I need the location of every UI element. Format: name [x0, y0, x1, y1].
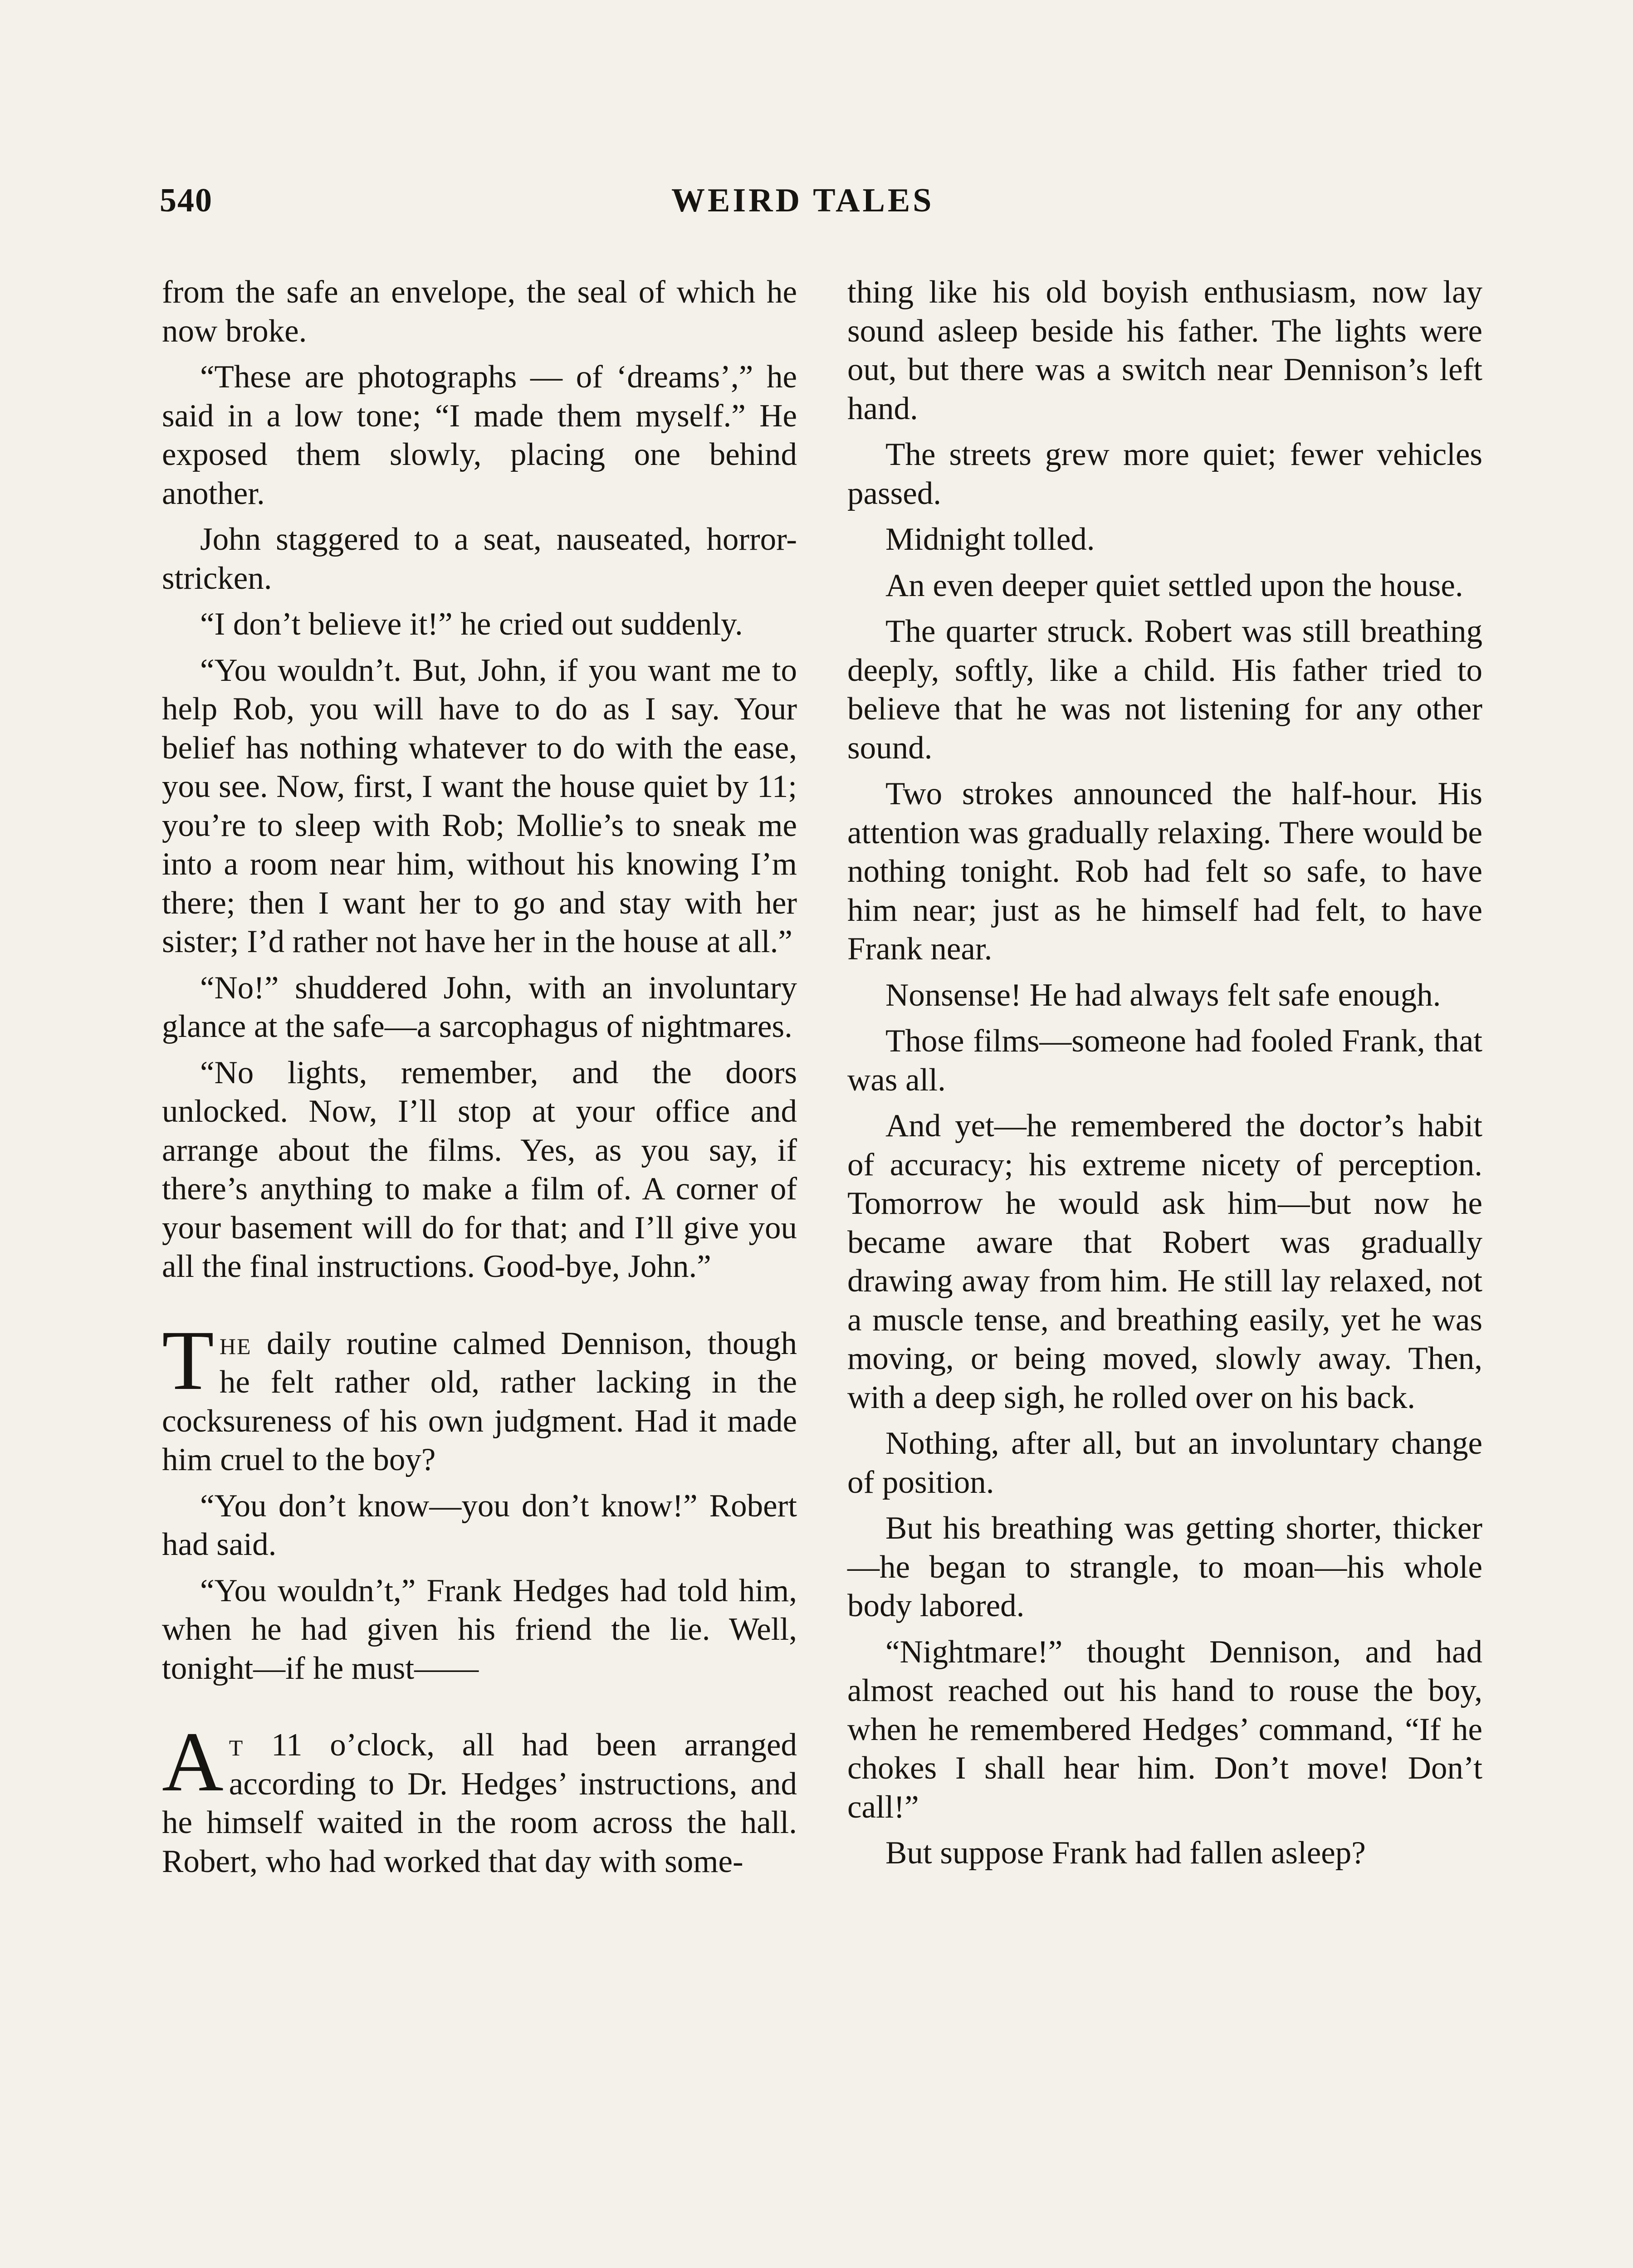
paragraph: But his breathing was getting shorter, thicker—he began to strangle, to moan—his whole body labored. [847, 1510, 1482, 1623]
page-number: 540 [160, 182, 213, 219]
section-text: 11 o’clock, all had been arranged according to Dr. Hedges’ instructions, and he himself waited in the room across the hall. Robert, who had worked that day with some- [162, 1727, 797, 1879]
paragraph: Two strokes announced the half-hour. His attention was gradually relaxing. There would be nothing tonight. Rob had felt so safe, to have him near; just as he himself had felt, to have Frank near. [847, 776, 1482, 967]
section-opening-paragraph [162, 1312, 797, 1480]
paragraph: “You wouldn’t. But, John, if you want me to help Rob, you will have to do as I say. Your belief has nothing whatever to do with the ease, you see. Now, first, I want the house quiet by 11; you’re to sleep with Rob; Mollie’s to sneak me into a room near him, without his knowing I’m there; then I want her to go and stay with her sister; I’d rather not have her in the house at all.” [162, 652, 797, 959]
paragraph: The streets grew more quiet; fewer vehicles passed. [847, 437, 1482, 511]
right-column [847, 273, 1482, 1880]
paragraph: “No!” shuddered John, with an involuntary glance at the safe—a sarcophagus of nightmares. [162, 970, 797, 1044]
paragraph: Those films—someone had fooled Frank, that was all. [847, 1023, 1482, 1098]
paragraph: “You wouldn’t,” Frank Hedges had told him, when he had given his friend the lie. Well, tonight—if he must—— [162, 1573, 797, 1686]
paragraph: The quarter struck. Robert was still breathing deeply, softly, like a child. His father tried to believe that he was not listening for any other sound. [847, 614, 1482, 766]
paragraph: And yet—he remembered the doctor’s habit of accuracy; his extreme nicety of perception. Tomorrow he would ask him—but now he became aware that Robert was gradually drawing away from him. He still lay relaxed, not a muscle tense, and breathing easily, yet he was moving, or being moved, slowly away. Then, with a deep sigh, he rolled over on his back. [847, 1108, 1482, 1415]
paragraph: An even deeper quiet settled upon the house. [885, 567, 1463, 603]
paragraph: John staggered to a seat, nauseated, horror-stricken. [162, 522, 797, 596]
paragraph: But suppose Frank had fallen asleep? [885, 1835, 1366, 1871]
left-column [162, 273, 797, 1888]
small-caps-lead: t [229, 1727, 244, 1763]
paragraph: “Nightmare!” thought Dennison, and had almost reached out his hand to rouse the boy, when he remembered Hedges’ command, “If he chokes I shall hear him. Don’t move! Don’t call!” [847, 1634, 1482, 1825]
paragraph: “No lights, remember, and the doors unlocked. Now, I’ll stop at your office and arrange about the films. Yes, as you say, if there’s anything to make a film of. A corner of your basement will do for that; and I’ll give you all the final instructions. Good-bye, John.” [162, 1055, 797, 1284]
section-opening-paragraph [162, 1714, 797, 1881]
paragraph: thing like his old boyish enthusiasm, now lay sound asleep beside his father. The lights were out, but there was a switch near Dennison’s left hand. [847, 274, 1482, 426]
paragraph: Nonsense! He had always felt safe enough. [885, 977, 1441, 1013]
drop-cap: T [162, 1312, 214, 1408]
small-caps-lead: he [219, 1325, 252, 1361]
paragraph: “You don’t know—you don’t know!” Robert had said. [162, 1488, 797, 1562]
paragraph: “I don’t believe it!” he cried out suddenly. [200, 606, 743, 642]
paragraph: from the safe an envelope, the seal of which he now broke. [162, 274, 797, 349]
section-text: daily routine calmed Dennison, though he felt rather old, rather lacking in the cocksureness of his own judgment. Had it made him cruel to the boy? [162, 1325, 797, 1477]
paragraph: Midnight tolled. [885, 522, 1095, 557]
paragraph: Nothing, after all, but an involuntary change of position. [847, 1426, 1482, 1500]
drop-cap: A [162, 1714, 224, 1809]
running-head-title: WEIRD TALES [671, 182, 934, 219]
paragraph: “These are photographs — of ‘dreams’,” he said in a low tone; “I made them myself.” He exposed them slowly, placing one behind another. [162, 359, 797, 511]
